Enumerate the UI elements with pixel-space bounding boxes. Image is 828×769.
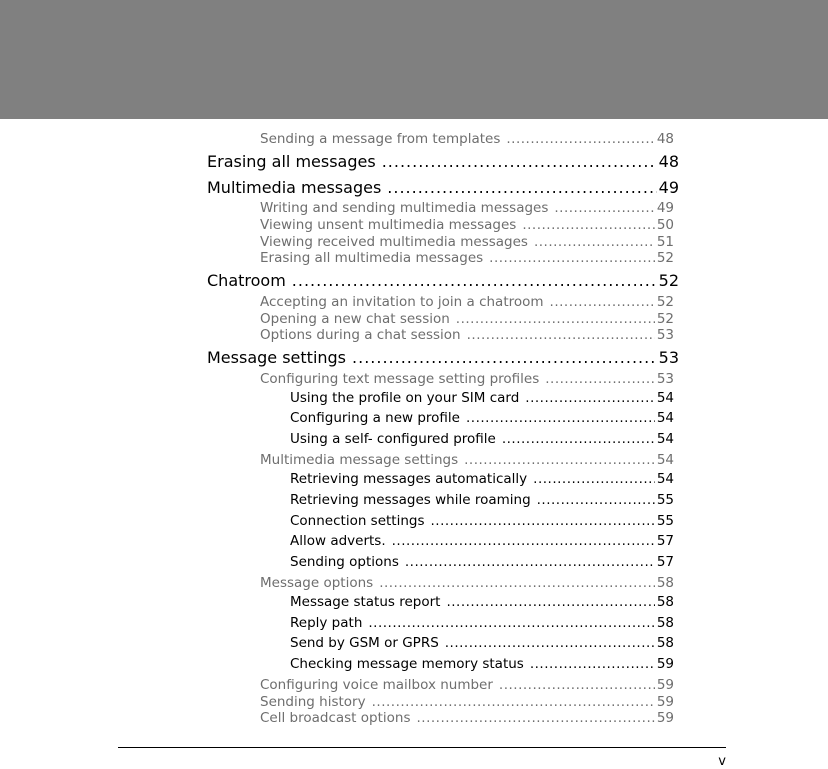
toc-leader xyxy=(392,533,655,549)
toc-section[interactable] xyxy=(207,348,679,367)
toc-title: Opening a new chat session xyxy=(260,311,450,327)
toc-title: Sending options xyxy=(290,554,399,570)
toc-leader xyxy=(525,390,655,406)
toc-page: 59 xyxy=(656,656,674,672)
toc-leader xyxy=(554,200,654,216)
toc-subentry[interactable] xyxy=(290,635,674,651)
toc-title: Retrieving messages while roaming xyxy=(290,492,531,508)
toc-page: 48 xyxy=(658,152,679,171)
toc-title: Multimedia messages xyxy=(207,178,382,197)
toc-entry[interactable] xyxy=(260,311,674,327)
toc-leader xyxy=(387,178,656,197)
toc-title: Send by GSM or GPRS xyxy=(290,635,439,651)
toc-entry[interactable] xyxy=(260,294,674,310)
toc-entry[interactable] xyxy=(260,677,674,693)
toc-leader xyxy=(292,271,657,290)
toc-page: 58 xyxy=(656,615,674,631)
toc-page: 54 xyxy=(656,390,674,406)
toc-title: Message options xyxy=(260,575,374,591)
toc-leader xyxy=(405,554,655,570)
toc-title: Reply path xyxy=(290,615,363,631)
toc-subentry[interactable] xyxy=(290,513,674,529)
toc-title: Message status report xyxy=(290,594,441,610)
toc-page: 48 xyxy=(656,131,674,147)
toc-title: Allow adverts. xyxy=(290,533,386,549)
toc-entry[interactable] xyxy=(260,250,674,266)
toc-leader xyxy=(379,575,655,591)
toc-leader xyxy=(545,371,655,387)
toc-leader xyxy=(506,131,654,147)
toc-section[interactable] xyxy=(207,178,679,197)
toc-page: 51 xyxy=(656,234,674,250)
toc-entry[interactable] xyxy=(260,327,674,343)
toc-title: Connection settings xyxy=(290,513,425,529)
toc-leader xyxy=(533,471,655,487)
toc-page: 53 xyxy=(658,348,679,367)
toc-entry[interactable] xyxy=(260,217,674,233)
toc-title: Configuring a new profile xyxy=(290,410,460,426)
toc-section[interactable] xyxy=(207,152,679,171)
toc-title: Configuring text message setting profiles xyxy=(260,371,540,387)
toc-title: Multimedia message settings xyxy=(260,452,459,468)
toc-entry[interactable] xyxy=(260,234,674,250)
toc-title: Sending a message from templates xyxy=(260,131,501,147)
toc-leader xyxy=(502,431,655,447)
toc-leader xyxy=(522,217,654,233)
toc-subentry[interactable] xyxy=(290,410,674,426)
toc-page: 50 xyxy=(656,217,674,233)
toc-subentry[interactable] xyxy=(290,533,674,549)
page-number: v xyxy=(718,754,726,769)
toc-page: 54 xyxy=(656,471,674,487)
toc-entry[interactable] xyxy=(260,131,674,147)
footer-rule xyxy=(118,747,726,748)
toc-entry[interactable] xyxy=(260,694,674,710)
toc-page: 54 xyxy=(656,410,674,426)
toc-title: Chatroom xyxy=(207,271,286,290)
toc-page: 53 xyxy=(656,371,674,387)
toc-subentry[interactable] xyxy=(290,554,674,570)
toc-title: Using the profile on your SIM card xyxy=(290,390,520,406)
toc-entry[interactable] xyxy=(260,200,674,216)
toc-title: Retrieving messages automatically xyxy=(290,471,528,487)
toc-title: Message settings xyxy=(207,348,347,367)
toc-subentry[interactable] xyxy=(290,431,674,447)
toc-page: 58 xyxy=(656,635,674,651)
toc-title: Erasing all messages xyxy=(207,152,376,171)
toc-page: 55 xyxy=(656,513,674,529)
toc-section[interactable] xyxy=(207,271,679,290)
toc-page: 52 xyxy=(658,271,679,290)
toc-page: 49 xyxy=(658,178,679,197)
toc-leader xyxy=(431,513,655,529)
toc-entry[interactable] xyxy=(260,710,674,726)
toc-leader xyxy=(446,594,654,610)
toc-title: Viewing unsent multimedia messages xyxy=(260,217,517,233)
toc-title: Using a self- configured profile xyxy=(290,431,496,447)
toc-page: 58 xyxy=(656,594,674,610)
toc-subentry[interactable] xyxy=(290,615,674,631)
toc-title: Viewing received multimedia messages xyxy=(260,234,528,250)
toc-page: 59 xyxy=(656,694,674,710)
toc-leader xyxy=(499,677,655,693)
toc-title: Checking message memory status xyxy=(290,656,524,672)
toc-page: 58 xyxy=(656,575,674,591)
toc-page: 53 xyxy=(656,327,674,343)
toc-title: Accepting an invitation to join a chatroom xyxy=(260,294,544,310)
toc-subentry[interactable] xyxy=(290,656,674,672)
toc-leader xyxy=(467,327,655,343)
toc-entry[interactable] xyxy=(260,575,674,591)
toc-subentry[interactable] xyxy=(290,594,674,610)
toc-leader xyxy=(537,492,655,508)
toc-page: 52 xyxy=(656,294,674,310)
toc-entry[interactable] xyxy=(260,371,674,387)
toc-leader xyxy=(372,694,655,710)
toc-leader xyxy=(489,250,655,266)
toc-leader xyxy=(534,234,655,250)
toc-page: 57 xyxy=(656,533,674,549)
toc-title: Options during a chat session xyxy=(260,327,461,343)
toc-page: 54 xyxy=(656,431,674,447)
toc-page: 52 xyxy=(656,250,674,266)
toc-page: 49 xyxy=(656,200,674,216)
toc-leader xyxy=(464,452,655,468)
toc-subentry[interactable] xyxy=(290,471,674,487)
toc-leader xyxy=(530,656,655,672)
toc-title: Cell broadcast options xyxy=(260,710,411,726)
toc-page: 59 xyxy=(656,677,674,693)
toc-page: 52 xyxy=(656,311,674,327)
toc-page: 55 xyxy=(656,492,674,508)
toc-title: Sending history xyxy=(260,694,366,710)
toc-subentry[interactable] xyxy=(290,390,674,406)
toc-leader xyxy=(416,710,654,726)
toc-page: 54 xyxy=(656,452,674,468)
toc-title: Configuring voice mailbox number xyxy=(260,677,493,693)
toc-entry[interactable] xyxy=(260,452,674,468)
toc-page: 59 xyxy=(656,710,674,726)
toc-leader xyxy=(445,635,655,651)
toc-page: 57 xyxy=(656,554,674,570)
toc-title: Erasing all multimedia messages xyxy=(260,250,484,266)
toc-leader xyxy=(352,348,657,367)
toc-leader xyxy=(456,311,655,327)
toc-leader xyxy=(368,615,654,631)
toc-leader xyxy=(550,294,655,310)
toc-title: Writing and sending multimedia messages xyxy=(260,200,549,216)
toc-leader xyxy=(382,152,657,171)
toc-leader xyxy=(466,410,655,426)
toc-subentry[interactable] xyxy=(290,492,674,508)
